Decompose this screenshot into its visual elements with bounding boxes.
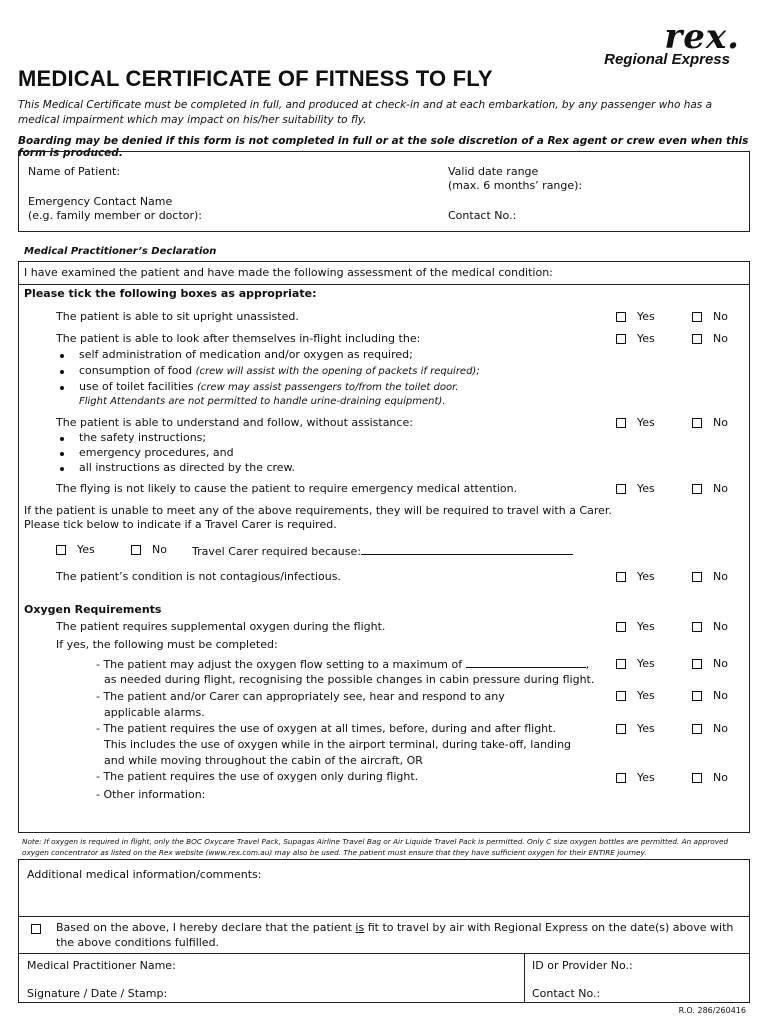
q3-yes-label: Yes: [637, 416, 655, 429]
valid-date-label[interactable]: Valid date range: [448, 165, 539, 178]
bullet: [60, 437, 64, 441]
q1-no-checkbox[interactable]: [692, 312, 702, 322]
provider-id-label[interactable]: ID or Provider No.:: [532, 959, 633, 972]
q4-no-label: No: [713, 482, 728, 495]
ox3-yes-checkbox[interactable]: [616, 691, 626, 701]
q3-bullet-crew: all instructions as directed by the crew.: [79, 461, 296, 474]
fit-decl-part2: fit to travel by air with Regional Express on the date(s) above with: [367, 921, 734, 934]
carer-no-checkbox[interactable]: [131, 545, 141, 555]
divider: [524, 954, 525, 1002]
carer-yes-label: Yes: [77, 543, 95, 556]
q5-yes-checkbox[interactable]: [616, 572, 626, 582]
question-understand: The patient is able to understand and follow, without assistance:: [56, 416, 413, 429]
q2-bullet-food-text: consumption of food: [79, 364, 193, 377]
q2-no-label: No: [713, 332, 728, 345]
oxygen-alarms-cont: applicable alarms.: [104, 706, 205, 719]
q3-bullet-safety: the safety instructions;: [79, 431, 207, 444]
q2-bullet-food: [79, 364, 480, 379]
q4-yes-checkbox[interactable]: [616, 484, 626, 494]
q2-bullet-toilet-text: use of toilet facilities: [79, 380, 194, 393]
valid-date-sub: (max. 6 months’ range):: [448, 179, 583, 192]
intro-text: This Medical Certificate must be completed in full, and produced at check-in and at each embarkation, by any passenger who has a medical impairment which may impact on his/her suitability to fly.: [18, 99, 713, 126]
carer-no-label: No: [152, 543, 167, 556]
fit-declaration-checkbox[interactable]: [31, 924, 41, 934]
q3-yes-checkbox[interactable]: [616, 418, 626, 428]
fit-declaration-line1: [56, 921, 733, 935]
ox4-yes-checkbox[interactable]: [616, 724, 626, 734]
oxygen-other-info[interactable]: - Other information:: [96, 788, 206, 801]
q4-no-checkbox[interactable]: [692, 484, 702, 494]
fit-declaration-line2: the above conditions fulfilled.: [56, 936, 220, 949]
fit-decl-is: is: [355, 921, 365, 934]
ox2-yes-checkbox[interactable]: [616, 659, 626, 669]
oxygen-flow-cont: as needed during flight, recognising the possible changes in cabin pressure during flight.: [104, 673, 595, 686]
q1-no-label: No: [713, 310, 728, 323]
q2-bullet-food-note: (crew will assist with the opening of packets if required);: [195, 366, 480, 377]
bullet: [60, 467, 64, 471]
question-contagious: The patient’s condition is not contagious/infectious.: [56, 570, 341, 583]
form-reference: R.O. 286/260416: [678, 1006, 746, 1015]
oxygen-note: Note: If oxygen is required in flight, only the BOC Oxycare Travel Pack, Supagas Airline Travel Bag or Air Liquide Travel Pack is permitted. Only C size oxygen bottles are permitted. An approved oxygen concentrator as listed on the Rex website (www.rex.com.au) may also be used. The patient must ensure that they have sufficient oxygen for their ENTIRE journey.: [22, 837, 729, 857]
q2-bullet-toilet: [79, 380, 458, 395]
practitioner-name-label[interactable]: Medical Practitioner Name:: [27, 959, 176, 972]
q2-bullet-toilet-note2: Flight Attendants are not permitted to handle urine-draining equipment).: [79, 396, 446, 407]
oxygen-all-times-cont2: and while moving throughout the cabin of the aircraft, OR: [104, 754, 423, 767]
contact-no-label[interactable]: Contact No.:: [448, 209, 517, 222]
bullet: [60, 354, 64, 358]
oxygen-flow-input[interactable]: [466, 657, 586, 668]
q2-yes-label: Yes: [637, 332, 655, 345]
oxygen-all-times: - The patient requires the use of oxygen at all times, before, during and after flight.: [96, 722, 556, 735]
q4-yes-label: Yes: [637, 482, 655, 495]
signature-label[interactable]: Signature / Date / Stamp:: [27, 987, 168, 1000]
q5-no-checkbox[interactable]: [692, 572, 702, 582]
practitioner-contact-label[interactable]: Contact No.:: [532, 987, 601, 1000]
carer-reason-input[interactable]: [361, 544, 573, 555]
carer-reason-label: Travel Carer required because:: [192, 545, 361, 558]
assessment-intro: I have examined the patient and have made the following assessment of the medical condition:: [24, 266, 553, 279]
q2-bullet-toilet-note: (crew may assist passengers to/from the toilet door.: [197, 382, 459, 393]
q2-no-checkbox[interactable]: [692, 334, 702, 344]
page-title: MEDICAL CERTIFICATE OF FITNESS TO FLY: [18, 66, 493, 91]
rex-logo: [548, 17, 748, 72]
oxygen-alarms: - The patient and/or Carer can appropriately see, hear and respond to any: [96, 690, 505, 703]
divider: [19, 284, 749, 285]
q5-yes-label: Yes: [637, 570, 655, 583]
q3-bullet-emergency: emergency procedures, and: [79, 446, 234, 459]
question-self-care: The patient is able to look after themselves in-flight including the:: [56, 332, 421, 345]
emergency-contact-sub: (e.g. family member or doctor):: [28, 209, 203, 222]
carer-text-1: If the patient is unable to meet any of the above requirements, they will be required to travel with a Carer.: [24, 504, 612, 517]
logo-name: Regional Express: [604, 51, 730, 68]
ox2-yes-label: Yes: [637, 657, 655, 670]
oxygen-heading: Oxygen Requirements: [24, 603, 162, 616]
ox5-yes-checkbox[interactable]: [616, 773, 626, 783]
fit-decl-part1: Based on the above, I hereby declare that the patient: [56, 921, 352, 934]
carer-reason: [192, 544, 573, 559]
ox3-yes-label: Yes: [637, 689, 655, 702]
ox1-yes-checkbox[interactable]: [616, 622, 626, 632]
ox1-no-checkbox[interactable]: [692, 622, 702, 632]
tick-heading: Please tick the following boxes as appropriate:: [24, 287, 317, 300]
ox2-no-checkbox[interactable]: [692, 659, 702, 669]
bullet: [60, 370, 64, 374]
ox4-no-label: No: [713, 722, 728, 735]
ox1-yes-label: Yes: [637, 620, 655, 633]
declaration-heading: Medical Practitioner’s Declaration: [24, 246, 217, 257]
boarding-warning: Boarding may be denied if this form is not completed in full or at the sole discretion of a Rex agent or crew even when this form is produced.: [18, 135, 749, 159]
q1-yes-label: Yes: [637, 310, 655, 323]
additional-info-label: Additional medical information/comments:: [27, 868, 262, 881]
q1-yes-checkbox[interactable]: [616, 312, 626, 322]
ox5-no-checkbox[interactable]: [692, 773, 702, 783]
logo-mark: rex.: [664, 17, 740, 57]
bullet: [60, 452, 64, 456]
question-sit-upright: The patient is able to sit upright unassisted.: [56, 310, 299, 323]
oxygen-if-yes: If yes, the following must be completed:: [56, 638, 278, 651]
q3-no-label: No: [713, 416, 728, 429]
oxygen-flow-text: - The patient may adjust the oxygen flow setting to a maximum of: [96, 658, 463, 671]
ox3-no-label: No: [713, 689, 728, 702]
patient-details-box: [18, 151, 750, 232]
oxygen-during-flight: - The patient requires the use of oxygen only during flight.: [96, 770, 419, 783]
q2-bullet-medication: self administration of medication and/or oxygen as required;: [79, 348, 413, 361]
q5-no-label: No: [713, 570, 728, 583]
oxygen-all-times-cont: This includes the use of oxygen while in the airport terminal, during take-off, landing: [104, 738, 572, 751]
q2-yes-checkbox[interactable]: [616, 334, 626, 344]
carer-yes-checkbox[interactable]: [56, 545, 66, 555]
ox4-no-checkbox[interactable]: [692, 724, 702, 734]
ox5-yes-label: Yes: [637, 771, 655, 784]
oxygen-supplemental: The patient requires supplemental oxygen during the flight.: [56, 620, 386, 633]
bullet: [60, 386, 64, 390]
q3-no-checkbox[interactable]: [692, 418, 702, 428]
oxygen-flow: - The patient may adjust the oxygen flow setting to a maximum of ,: [96, 658, 590, 671]
ox5-no-label: No: [713, 771, 728, 784]
ox1-no-label: No: [713, 620, 728, 633]
ox2-no-label: No: [713, 657, 728, 670]
emergency-contact-label[interactable]: Emergency Contact Name: [28, 195, 173, 208]
ox3-no-checkbox[interactable]: [692, 691, 702, 701]
patient-name-label[interactable]: Name of Patient:: [28, 165, 121, 178]
carer-text-2: Please tick below to indicate if a Travel Carer is required.: [24, 518, 337, 531]
ox4-yes-label: Yes: [637, 722, 655, 735]
question-emergency-attention: The flying is not likely to cause the patient to require emergency medical attention.: [56, 482, 518, 495]
